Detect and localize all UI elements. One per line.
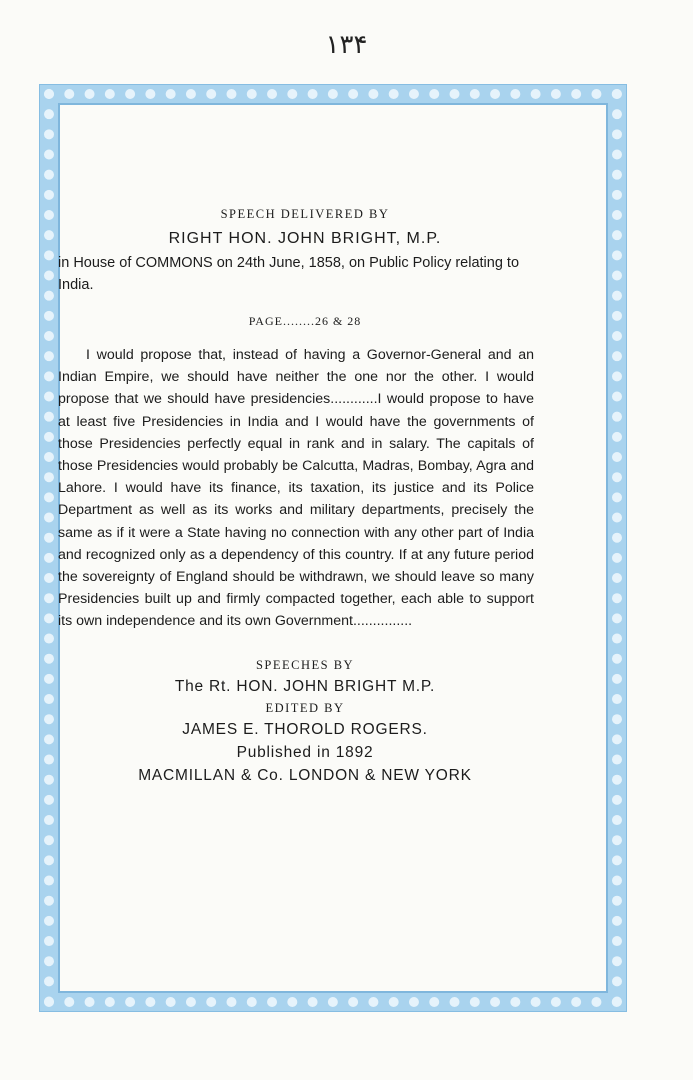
source-editor: JAMES E. THOROLD ROGERS.: [182, 720, 428, 738]
speaker-name: RIGHT HON. JOHN BRIGHT, M.P.: [168, 230, 442, 247]
source-title: SPEECHES BY: [255, 657, 355, 672]
page-reference: PAGE........26 & 28: [248, 314, 362, 328]
page-number: ۱۳۴: [325, 30, 368, 60]
speech-quote: I would propose that, instead of having a Governor-General and an Indian Empire, we should have neither the one nor the other. I would propose that we should have presidencies............I would propose to have at least five Presidencies in India and I would have the governments of those Presidencies perfectly equal in rank and in salary. The capitals of those Presidencies would probably be Calcutta, Madras, Bombay, Agra and Lahore. I would have its finance, its taxation, its justice and its Police Department as well as its works and military departments, precisely the same as if it were a State having no connection with any other part of India and recognized only as a dependency of this country. If at any future period the sovereignty of England should be withdrawn, we should leave so many Presidencies built up and firmly compacted together, each able to support its own independence and its own Government...............: [58, 347, 534, 630]
speech-context: in House of COMMONS on 24th June, 1858, on Public Policy relating to India.: [58, 255, 520, 293]
source-citation: [72, 655, 538, 787]
document-body: [58, 205, 538, 787]
speech-heading: SPEECH DELIVERED BY: [220, 207, 390, 221]
source-author: The Rt. HON. JOHN BRIGHT M.P.: [174, 677, 436, 695]
source-published: Published in 1892: [236, 743, 374, 761]
source-edited-by: EDITED BY: [265, 700, 345, 715]
source-publisher: MACMILLAN & Co. LONDON & NEW YORK: [138, 766, 472, 784]
